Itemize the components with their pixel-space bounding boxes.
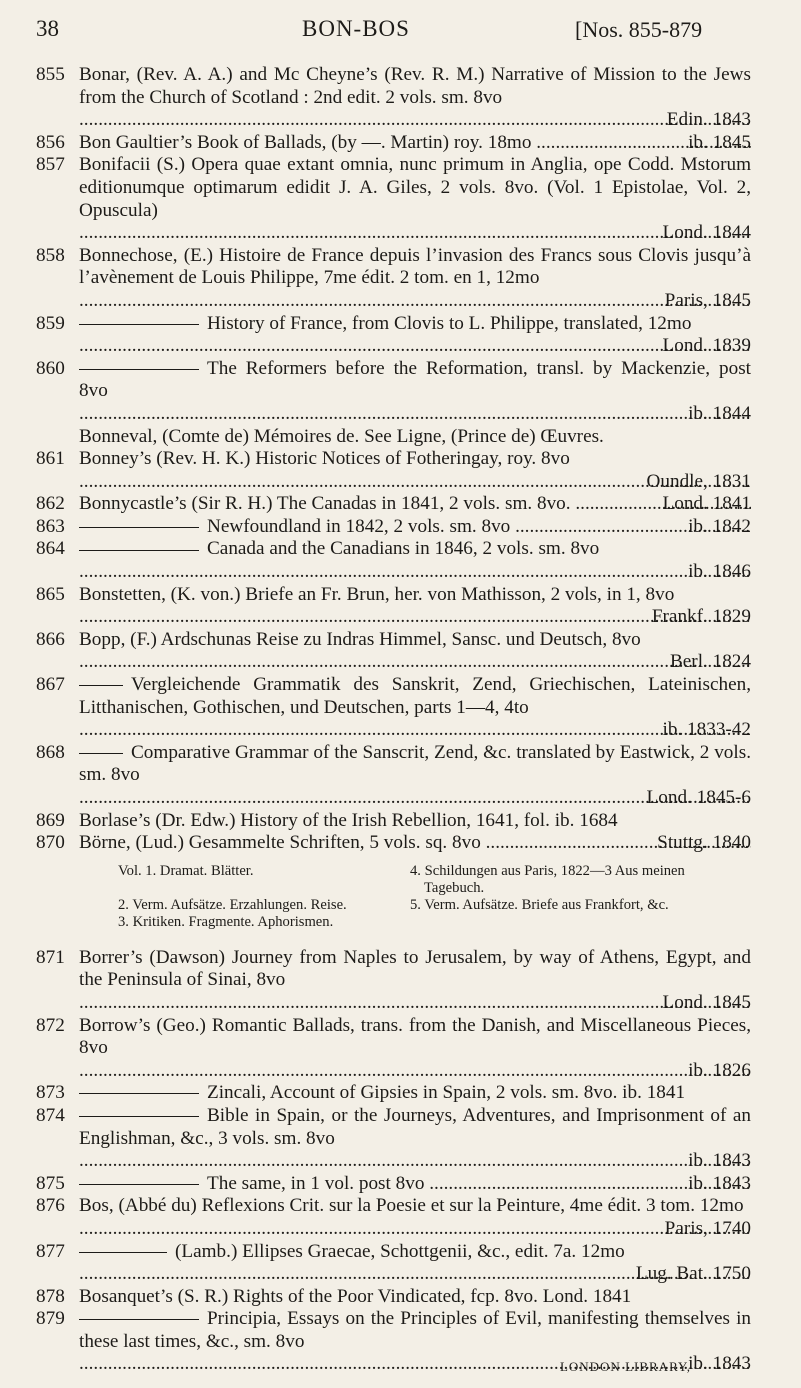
entry-imprint: ib. 1684 <box>554 809 618 831</box>
catalogue-entry <box>0 1173 751 1196</box>
entry-number: 855 <box>36 64 65 85</box>
entry-number: 873 <box>36 1082 65 1104</box>
running-header <box>0 8 801 48</box>
entry-text: Bosanquet’s (S. R.) Rights of the Poor Vindicated, fcp. 8vo. <box>79 1285 538 1307</box>
entry-imprint: ib. 1843 <box>680 1353 751 1376</box>
entry-imprint: Lond. 1839 <box>655 335 751 358</box>
ditto-rule <box>79 685 123 686</box>
ditto-rule <box>79 527 199 528</box>
entry-number: 879 <box>36 1308 65 1330</box>
contents-item: 2. Verm. Aufsätze. Erzahlungen. Reise. <box>118 896 347 913</box>
catalogue-entry <box>0 516 751 539</box>
entry-text: Comparative Grammar of the Sanscrit, Zend, &c. translated by Eastwick, 2 vols. sm. 8vo <box>79 741 751 786</box>
catalogue-entry <box>0 493 751 516</box>
entry-imprint: ib. 1842 <box>680 516 751 539</box>
entry-number: 874 <box>36 1104 65 1126</box>
entry-text: Bonnechose, (E.) Histoire de France depuis l’invasion des Francs sous Clovis jusqu’à l’avènement de Louis Philippe, 7me édit. 2 tom. en 1, 12mo <box>79 244 751 289</box>
entry-number: 859 <box>36 312 65 334</box>
entry-text: Canada and the Canadians in 1846, 2 vols. sm. 8vo <box>207 538 600 560</box>
entry-number: 863 <box>36 515 65 537</box>
entry-text: Borlase’s (Dr. Edw.) History of the Irish Rebellion, 1641, fol. <box>79 809 550 831</box>
catalogue-entry <box>0 742 751 810</box>
entry-imprint: ib. 1843 <box>680 1173 751 1196</box>
entry-imprint: ib. 1826 <box>680 1060 751 1083</box>
entry-text: Principia, Essays on the Principles of Evil, manifesting themselves in these last times, &c., sm. 8vo <box>79 1308 751 1352</box>
entry-text: Bonneval, (Comte de) Mémoires de. See Ligne, (Prince de) Œuvres. <box>79 425 604 447</box>
catalogue-entry <box>0 810 751 833</box>
entry-text: Newfoundland in 1842, 2 vols. sm. 8vo <box>207 515 511 537</box>
catalogue-entry <box>0 947 751 1015</box>
entry-text: Borrow’s (Geo.) Romantic Ballads, trans. from the Danish, and Miscellaneous Pieces, 8vo <box>79 1014 751 1059</box>
entry-number: 866 <box>36 628 65 650</box>
entry-imprint: Lond. 1845-6 <box>639 787 751 810</box>
catalogue-entry <box>0 64 751 132</box>
entry-text: Bon Gaultier’s Book of Ballads, (by —. Martin) roy. 18mo <box>79 131 532 153</box>
catalogue-entry <box>0 358 751 426</box>
contents-item: Vol. 1. Dramat. Blätter. <box>118 862 254 879</box>
entry-imprint: Paris, 1740 <box>657 1218 751 1241</box>
catalogue-entry <box>0 154 751 244</box>
entry-text: Zincali, Account of Gipsies in Spain, 2 vols. sm. 8vo. <box>207 1082 618 1104</box>
entry-imprint: Paris, 1845 <box>657 290 751 313</box>
entry-imprint: Lond. 1844 <box>655 222 751 245</box>
catalogue-entry <box>0 674 751 742</box>
entry-number: 872 <box>36 1014 65 1036</box>
entry-number: 856 <box>36 131 65 153</box>
entry-imprint: ib. 1845 <box>680 132 751 155</box>
catalogue-entry <box>0 1082 751 1105</box>
entry-text: Bonney’s (Rev. H. K.) Historic Notices of Fotheringay, roy. 8vo <box>79 448 570 470</box>
entry-text: Bonar, (Rev. A. A.) and Mc Cheyne’s (Rev. R. M.) Narrative of Mission to the Jews from the Church of Scotland : 2nd edit. 2 vols. sm. 8vo <box>79 64 751 108</box>
catalogue-entry <box>0 132 751 155</box>
entry-imprint: Stuttg. 1840 <box>649 832 751 855</box>
ditto-rule <box>79 324 199 325</box>
entry-number: 860 <box>36 357 65 379</box>
catalogue-entry <box>0 1105 751 1173</box>
entry-imprint: ib. 1844 <box>680 403 751 426</box>
entry-number: 870 <box>36 832 65 854</box>
entry-number: 878 <box>36 1285 65 1307</box>
entry-text: Bonnycastle’s (Sir R. H.) The Canadas in 1841, 2 vols. sm. 8vo. <box>79 493 571 515</box>
ditto-rule <box>79 1252 167 1253</box>
entry-text: (Lamb.) Ellipses Graecae, Schottgenii, &c., edit. 7a. 12mo <box>175 1240 625 1262</box>
catalogue-entry <box>0 448 751 493</box>
entry-text: Bonstetten, (K. von.) Briefe an Fr. Brun, her. von Mathisson, 2 vols, in 1, 8vo <box>79 583 675 605</box>
entry-imprint: ib. 1843 <box>680 1150 751 1173</box>
entry-number: 865 <box>36 583 65 605</box>
entry-text: Vergleichende Grammatik des Sanskrit, Zend, Griechischen, Lateinischen, Litthanischen, Gothischen, und Deutschen, parts 1—4, 4to <box>79 674 751 718</box>
entry-imprint: Lond. 1845 <box>655 992 751 1015</box>
entry-imprint: ib. 1833-42 <box>655 719 751 742</box>
entry-imprint: Edin. 1843 <box>659 109 751 132</box>
entry-number: 862 <box>36 493 65 515</box>
ditto-rule <box>79 1116 199 1117</box>
entry-imprint: Berl. 1824 <box>662 651 751 674</box>
entry-number: 869 <box>36 809 65 831</box>
entry-number: 875 <box>36 1172 65 1194</box>
entry-text: Börne, (Lud.) Gesammelte Schriften, 5 vols. sq. 8vo <box>79 832 481 854</box>
ditto-rule <box>79 369 199 370</box>
entry-imprint: Lug. Bat. 1750 <box>628 1263 751 1286</box>
entry-number: 877 <box>36 1240 65 1262</box>
catalogue-entry <box>0 1015 751 1083</box>
ditto-rule <box>79 550 199 551</box>
entry-number: 867 <box>36 674 65 696</box>
catalogue-entry <box>0 245 751 313</box>
entry-imprint: ib. 1846 <box>680 561 751 584</box>
entry-imprint: Frankf. 1829 <box>644 606 751 629</box>
volume-contents-list <box>118 863 698 931</box>
contents-item: 5. Verm. Aufsätze. Briefe aus Frankfort, &c. <box>410 896 669 913</box>
catalogue-entry <box>0 313 751 358</box>
catalogue-entry <box>0 832 751 855</box>
entry-imprint: Lond. 1841 <box>542 1285 632 1307</box>
header-range: [Nos. 855-879 <box>575 17 703 42</box>
catalogue-entry <box>0 1286 751 1309</box>
entry-number: 861 <box>36 448 65 470</box>
entry-number: 871 <box>36 946 65 968</box>
ditto-rule <box>79 753 123 754</box>
entry-text: Bible in Spain, or the Journeys, Adventures, and Imprisonment of an Englishman, &c., 3 vols. sm. 8vo <box>79 1104 751 1149</box>
header-title: BON-BOS <box>302 16 410 41</box>
entry-text: Bos, (Abbé du) Reflexions Crit. sur la Poesie et sur la Peinture, 4me édit. 3 tom. 12mo <box>79 1195 744 1217</box>
contents-item: 3. Kritiken. Fragmente. Aphorismen. <box>118 913 334 930</box>
entry-text: Bonifacii (S.) Opera quae extant omnia, nunc primum in Anglia, ope Codd. Mstorum editionumque optimarum edidit J. A. Giles, 2 vols. 8vo. (Vol. 1 Epistolae, Vol. 2, Opuscula) <box>79 154 751 221</box>
entry-number: 876 <box>36 1195 65 1217</box>
ditto-rule <box>79 1184 199 1185</box>
catchword: LONDON LIBRARY, <box>559 1359 691 1374</box>
catalogue-entry <box>0 538 751 583</box>
entry-text: Borrer’s (Dawson) Journey from Naples to Jerusalem, by way of Athens, Egypt, and the Peninsula of Sinai, 8vo <box>79 946 751 991</box>
entry-number: 868 <box>36 741 65 763</box>
page-number: 38 <box>36 16 59 41</box>
entry-imprint: Lond. 1841 <box>655 493 751 516</box>
entry-text: Bopp, (F.) Ardschunas Reise zu Indras Himmel, Sansc. und Deutsch, 8vo <box>79 628 641 650</box>
catalogue-entry <box>0 584 751 629</box>
catalogue-entry <box>0 1195 751 1240</box>
catalogue-entry <box>0 1241 751 1286</box>
contents-item: 4. Schildungen aus Paris, 1822—3 Aus meinen Tagebuch. <box>410 862 685 896</box>
entry-text: The same, in 1 vol. post 8vo <box>207 1172 425 1194</box>
catalogue-entry <box>0 629 751 674</box>
entry-imprint: ib. 1841 <box>622 1082 686 1104</box>
ditto-rule <box>79 1093 199 1094</box>
entry-text: History of France, from Clovis to L. Philippe, translated, 12mo <box>207 312 692 334</box>
entry-number: 857 <box>36 154 65 176</box>
cross-reference-entry <box>0 426 751 449</box>
entry-number: 864 <box>36 538 65 560</box>
entry-number: 858 <box>36 244 65 266</box>
ditto-rule <box>79 1319 199 1320</box>
entry-text: The Reformers before the Reformation, transl. by Mackenzie, post 8vo <box>79 357 751 402</box>
catalogue-entries <box>0 64 801 1376</box>
entry-imprint: Oundle, 1831 <box>639 471 751 494</box>
